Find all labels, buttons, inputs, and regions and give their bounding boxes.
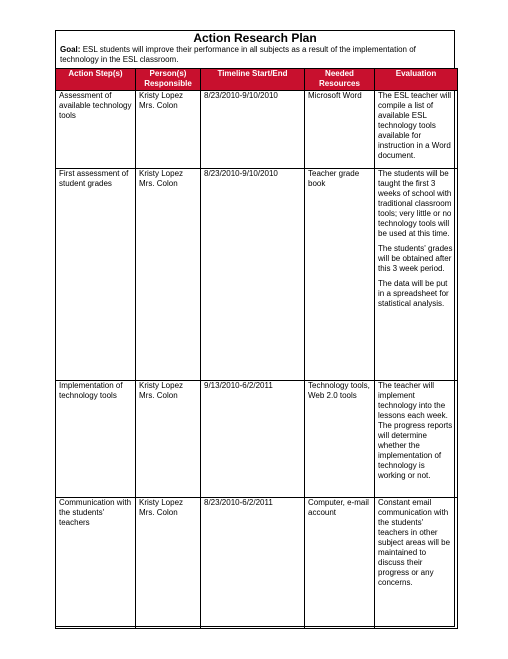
persons-cell xyxy=(136,381,201,498)
header-needed-resources: Needed Resources xyxy=(305,69,375,91)
person-name: Kristy Lopez xyxy=(139,91,184,100)
evaluation-text: The students will be taught the first 3 weeks of school with traditional classroom tools; very little or no technology tools will be used at this time. xyxy=(378,169,452,238)
evaluation-text: The ESL teacher will compile a list of available ESL technology tools available for instruction in a Word document. xyxy=(378,91,452,160)
resources-cell: Technology tools, Web 2.0 tools xyxy=(305,381,375,498)
header-action-steps: Action Step(s) xyxy=(56,69,136,91)
resources-cell: Microsoft Word xyxy=(305,91,375,169)
goal-statement xyxy=(56,45,454,67)
evaluation-text: The students' grades will be obtained after this 3 week period. xyxy=(378,244,453,273)
evaluation-cell xyxy=(375,381,458,498)
timeline-cell: 9/13/2010-6/2/2011 xyxy=(201,381,305,498)
page-title: Action Research Plan xyxy=(193,31,317,45)
goal-label: Goal: xyxy=(60,45,81,54)
table-row xyxy=(56,498,458,629)
resources-cell: Teacher grade book xyxy=(305,169,375,381)
person-name: Mrs. Colon xyxy=(139,101,178,110)
resources-cell: Computer, e-mail account xyxy=(305,498,375,629)
header-persons-responsible: Person(s) Responsible xyxy=(136,69,201,91)
evaluation-text: The data will be put in a spreadsheet for statistical analysis. xyxy=(378,279,449,308)
person-name: Mrs. Colon xyxy=(139,391,178,400)
evaluation-cell xyxy=(375,498,458,629)
table-row xyxy=(56,381,458,498)
evaluation-cell xyxy=(375,91,458,169)
timeline-cell: 8/23/2010-9/10/2010 xyxy=(201,169,305,381)
person-name: Kristy Lopez xyxy=(139,498,184,507)
header-evaluation: Evaluation xyxy=(375,69,458,91)
person-name: Kristy Lopez xyxy=(139,169,184,178)
timeline-cell: 8/23/2010-6/2/2011 xyxy=(201,498,305,629)
persons-cell xyxy=(136,498,201,629)
evaluation-text: The teacher will implement technology into the lessons each week. The progress reports will determine whether the implementation of technology is working or not. xyxy=(378,381,453,480)
header-row xyxy=(56,69,458,91)
action-step-cell: First assessment of student grades xyxy=(56,169,136,381)
person-name: Mrs. Colon xyxy=(139,179,178,188)
header-timeline: Timeline Start/End xyxy=(201,69,305,91)
table-row xyxy=(56,169,458,381)
action-step-cell: Assessment of available technology tools xyxy=(56,91,136,169)
evaluation-cell xyxy=(375,169,458,381)
action-step-cell: Communication with the students' teachers xyxy=(56,498,136,629)
action-research-plan xyxy=(55,30,455,627)
table-row xyxy=(56,91,458,169)
timeline-cell: 8/23/2010-9/10/2010 xyxy=(201,91,305,169)
action-step-cell: Implementation of technology tools xyxy=(56,381,136,498)
goal-text: ESL students will improve their performance in all subjects as a result of the implementation of technology in the ESL classroom. xyxy=(60,45,416,64)
person-name: Mrs. Colon xyxy=(139,508,178,517)
plan-table xyxy=(55,68,458,629)
persons-cell xyxy=(136,169,201,381)
persons-cell xyxy=(136,91,201,169)
evaluation-text: Constant email communication with the students' teachers in other subject areas will be maintained to discuss their progress or any concerns. xyxy=(378,498,451,587)
person-name: Kristy Lopez xyxy=(139,381,184,390)
